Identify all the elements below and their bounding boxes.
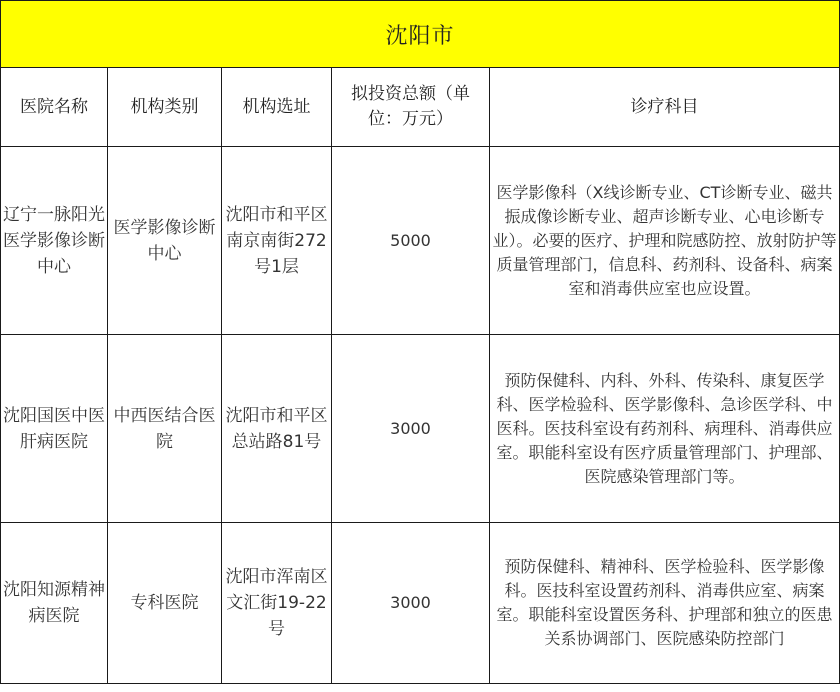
departments-list: 医学影像科（X线诊断专业、CT诊断专业、磁共振成像诊断专业、超声诊断专业、心电诊断专业）。必要的医疗、护理和院感防控、放射防护等质量管理部门，信息科、药剂科、设备科、病案室和消毒供应室也应设置。: [490, 147, 840, 335]
header-name: 医院名称: [1, 68, 108, 147]
header-row: [1, 68, 840, 147]
header-address: 机构选址: [222, 68, 332, 147]
hospital-name: 沈阳知源精神病医院: [1, 523, 108, 684]
departments-list: 预防保健科、内科、外科、传染科、康复医学科、医学检验科、医学影像科、急诊医学科、中医科。医技科室设有药剂科、病理科、消毒供应室。职能科室设有医疗质量管理部门、护理部、医院感染管理部门等。: [490, 335, 840, 523]
table-row: [1, 523, 840, 684]
title-row: [1, 1, 840, 68]
institution-type: 中西医结合医院: [108, 335, 222, 523]
departments-list: 预防保健科、精神科、医学检验科、医学影像科。医技科室设置药剂科、消毒供应室、病案室。职能科室设置医务科、护理部和独立的医患关系协调部门、医院感染防控部门: [490, 523, 840, 684]
institution-type: 专科医院: [108, 523, 222, 684]
hospital-name: 沈阳国医中医肝病医院: [1, 335, 108, 523]
header-investment: 拟投资总额（单位：万元）: [332, 68, 490, 147]
institution-address: 沈阳市和平区南京南街272号1层: [222, 147, 332, 335]
hospital-name: 辽宁一脉阳光医学影像诊断中心: [1, 147, 108, 335]
institution-type: 医学影像诊断中心: [108, 147, 222, 335]
investment-amount: 5000: [332, 147, 490, 335]
institution-address: 沈阳市浑南区文汇街19-22号: [222, 523, 332, 684]
investment-amount: 3000: [332, 335, 490, 523]
investment-amount: 3000: [332, 523, 490, 684]
table-title: 沈阳市: [1, 1, 840, 68]
header-departments: 诊疗科目: [490, 68, 840, 147]
institution-address: 沈阳市和平区总站路81号: [222, 335, 332, 523]
header-type: 机构类别: [108, 68, 222, 147]
table-row: [1, 147, 840, 335]
table-row: [1, 335, 840, 523]
